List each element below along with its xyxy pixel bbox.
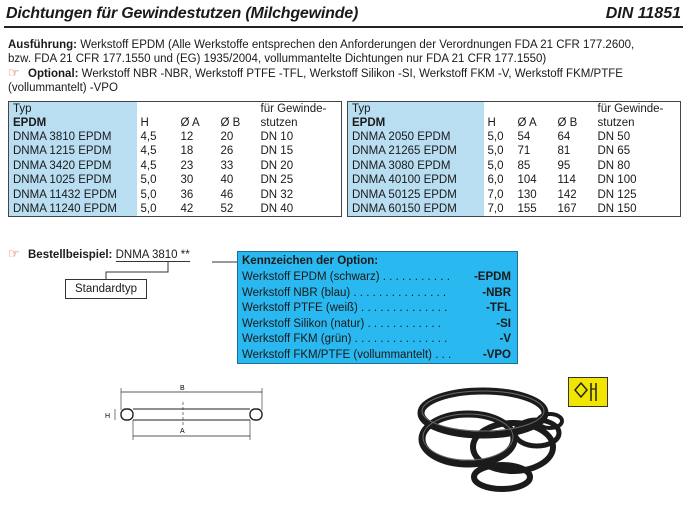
option-row-text: Werkstoff FKM (grün) . . . . . . . . . . . . . . . [242,333,448,345]
option-row-text: Werkstoff PTFE (weiß) . . . . . . . . . . . . . . [242,302,448,314]
option-row-text: Werkstoff NBR (blau) . . . . . . . . . . . . . . . [242,286,447,299]
header-h: H [487,117,496,129]
cell-type: DNMA 21265 EPDM [348,144,484,158]
ausfuehrung-label: Ausführung: [8,39,77,51]
option-row-code: -NBR [482,286,511,299]
option-row-text: Werkstoff FKM/PTFE (vollummantelt) . . . [242,348,452,361]
header-epdm: EPDM [9,116,137,130]
cell-h: 5,0 [487,131,504,143]
option-row-text: Werkstoff Silikon (natur) . . . . . . . . . . . . [242,317,441,330]
cell-a: 23 [180,159,194,172]
option-row-code: -V [499,333,511,345]
header-b: Ø B [557,117,578,129]
cell-type: DNMA 3810 EPDM [9,130,137,144]
cell-dn: DN 20 [260,159,294,172]
cell-dn: DN 125 [597,188,637,201]
cell-h: 4,5 [140,159,157,172]
cell-a: 12 [180,131,194,143]
cell-b: 33 [220,159,234,172]
cell-b: 167 [557,203,577,216]
cell-a: 71 [517,145,531,158]
cell-a: 36 [180,188,194,201]
bestell-value: DNMA 3810 ** [115,249,190,261]
cell-type: DNMA 11432 EPDM [9,188,137,202]
cell-type: DNMA 11240 EPDM [9,202,137,217]
option-row-code: -SI [496,317,511,330]
cell-a: 30 [180,174,194,187]
ausfuehrung-line2: bzw. FDA 21 CFR 177.1550 und (EG) 1935/2004, vollummantelte Dichtungen nur FDA 21 CFR 177.1550) [8,52,547,65]
option-row-code: -EPDM [473,271,511,283]
cell-h: 7,0 [487,203,504,216]
cell-h: 5,0 [140,174,157,187]
cell-b: 64 [557,131,571,143]
cell-type: DNMA 50125 EPDM [348,188,484,202]
cell-a: 155 [517,203,537,216]
header-a: Ø A [517,117,537,129]
cell-a: 130 [517,188,537,201]
header-gewinde2: stutzen [597,117,635,129]
header-typ: Typ [9,102,137,117]
header-a: Ø A [180,117,200,129]
cell-dn: DN 10 [260,131,294,143]
cell-b: 52 [220,203,234,216]
cell-h: 7,0 [487,188,504,201]
cell-dn: DN 150 [597,203,637,216]
cell-h: 5,0 [140,203,157,216]
cell-type: DNMA 60150 EPDM [348,202,484,217]
option-box-title: Kennzeichen der Option: [242,255,379,267]
cell-b: 20 [220,131,234,143]
optional-label: Optional: [28,68,79,81]
cell-b: 81 [557,145,571,158]
pointing-hand-icon: ☞ [8,246,20,261]
cell-dn: DN 15 [260,145,294,158]
cell-dn: DN 25 [260,174,294,187]
cell-h: 5,0 [487,145,504,158]
technical-drawing [60,380,290,450]
cell-b: 46 [220,188,234,201]
bestell-label: Bestellbeispiel: [28,249,113,261]
page-title: Dichtungen für Gewindestutzen (Milchgewinde) [6,5,359,22]
header-gewinde2: stutzen [260,117,298,129]
cell-type: DNMA 3080 EPDM [348,159,484,173]
option-row-code: -VPO [482,348,511,361]
cell-b: 95 [557,159,571,172]
header-b: Ø B [220,117,241,129]
cell-dn: DN 100 [597,174,637,187]
cell-b: 26 [220,145,234,158]
cell-type: DNMA 1215 EPDM [9,144,137,158]
cell-a: 42 [180,203,194,216]
cell-dn: DN 65 [597,145,631,158]
din-number: DIN 11851 [605,5,681,22]
cell-h: 6,0 [487,174,504,187]
option-box [237,251,518,364]
optional-line2: (vollummantelt) -VPO [8,81,118,94]
cell-type: DNMA 3420 EPDM [9,159,137,173]
header-typ: Typ [348,102,484,117]
ausfuehrung-line1: Werkstoff EPDM (Alle Werkstoffe entsprechen den Anforderungen der Verordnungen FDA 21 CFR 177.2600, [80,39,635,51]
dim-a-label: A [180,428,185,435]
cell-b: 142 [557,188,577,201]
cell-h: 5,0 [140,188,157,201]
cell-a: 85 [517,159,531,172]
standardtyp-box: Standardtyp [65,279,147,299]
pointing-hand-icon: ☞ [8,65,20,81]
header-epdm: EPDM [348,116,484,130]
cell-type: DNMA 40100 EPDM [348,173,484,187]
dim-b-label: B [180,385,185,392]
o-ring-photo [405,375,605,500]
dim-h-label: H [105,413,111,420]
header-gewinde1: für Gewinde- [597,103,664,115]
cell-b: 114 [557,174,576,187]
header-gewinde1: für Gewinde- [260,103,327,115]
cell-type: DNMA 1025 EPDM [9,173,137,187]
cell-dn: DN 40 [260,203,294,216]
cell-h: 5,0 [487,159,504,172]
optional-text: Werkstoff NBR -NBR, Werkstoff PTFE -TFL, Werkstoff Silikon -SI, Werkstoff FKM -V, Werkstoff FKM/PTFE [81,68,623,81]
cell-b: 40 [220,174,234,187]
cell-dn: DN 32 [260,188,294,201]
cell-h: 4,5 [140,131,157,143]
cell-a: 54 [517,131,531,143]
option-row-code: -TFL [486,302,511,314]
cell-a: 18 [180,145,194,158]
cell-dn: DN 50 [597,131,631,143]
header-h: H [140,117,149,129]
cell-dn: DN 80 [597,159,631,172]
option-row-text: Werkstoff EPDM (schwarz) . . . . . . . . . . . [242,271,450,283]
cell-h: 4,5 [140,145,157,158]
cell-a: 104 [517,174,537,187]
cell-type: DNMA 2050 EPDM [348,130,484,144]
